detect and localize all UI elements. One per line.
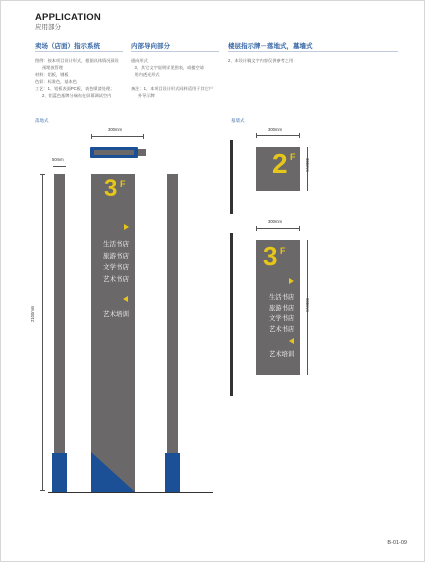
wall-section (230, 140, 233, 214)
large-floor-suffix: F (280, 246, 286, 256)
dimension-tick (143, 134, 144, 139)
ground-line (48, 492, 213, 493)
section-heading-interior: 内部导向部分 (131, 43, 170, 50)
page-number: B-01-09 (387, 540, 407, 546)
directory-item: 艺术书店 (103, 275, 129, 283)
dimension-tick (299, 133, 300, 138)
plan-view-post (138, 149, 146, 156)
dimension-tick (256, 226, 257, 231)
side-post-base-left (52, 453, 67, 492)
section-divider (228, 51, 398, 52)
dimension-line (53, 166, 66, 167)
notes-store: 图例：按本项目设计形式，根据具体情况预设 预埋放管理 材料：铝板，钢板 色彩：标准色，基本色 工艺：1、铝板表面PC板，表色喷漆处理； 2、铝蓝色基牌分端布在屏幕调试空内 (35, 58, 119, 98)
main-sign-base (91, 452, 135, 492)
large-directory-extra: 艺术培训 (269, 351, 295, 358)
wall-section (230, 233, 233, 396)
directory-item: 文学书店 (269, 315, 295, 322)
arrow-right-icon (289, 278, 294, 284)
dimension-tick (91, 134, 92, 139)
side-post-right (167, 174, 178, 454)
directory-item: 艺术书店 (269, 325, 295, 333)
dimension-line (256, 135, 300, 136)
notes-floor-sign: 2、本设计稿文字内容仅供参考之用 (228, 58, 294, 63)
directory-item: 生活书店 (269, 294, 295, 301)
page-subtitle: 应用部分 (35, 24, 61, 31)
label-floor-standing: 落地式 (35, 118, 49, 123)
notes-interior: 通向形式 3、其它文字说明详见图表，或楼空请 用内透光形式 备注：1、本项目设计形式同样适用于其它户 外导示牌 (131, 58, 213, 98)
dimension-large-width: 300mm (268, 219, 282, 224)
dimension-small-width: 300mm (268, 127, 282, 132)
dimension-line (256, 228, 300, 229)
floor-number: 3 (104, 175, 118, 202)
side-post-base-right (165, 453, 180, 492)
main-sign-panel (91, 174, 135, 492)
dimension-total-height: 2100mm (30, 305, 35, 322)
dimension-tick (40, 490, 45, 491)
directory-item: 生活书店 (103, 241, 129, 248)
arrow-left-icon (289, 338, 294, 344)
section-divider (35, 51, 123, 52)
large-directory-list (269, 293, 294, 335)
small-floor-number: 2 (272, 148, 288, 179)
floor-suffix: F (120, 179, 126, 189)
plan-view-panel (94, 150, 134, 155)
dimension-small-height: 300mm (305, 158, 310, 172)
arrow-right-icon (124, 224, 129, 230)
large-floor-number: 3 (263, 241, 278, 271)
dimension-tick (299, 226, 300, 231)
dimension-post-width: 50mm (52, 157, 64, 162)
dimension-line (91, 136, 144, 137)
section-heading-store: 卖场（店面）指示系统 (35, 43, 100, 50)
side-post-left (54, 174, 65, 454)
section-heading-floor-sign: 楼层指示牌－落地式，墓墙式 (228, 43, 313, 50)
directory-extra: 艺术培训 (103, 311, 129, 318)
directory-list (103, 239, 129, 285)
dimension-line (42, 174, 43, 490)
dimension-top-width: 300mm (108, 127, 122, 132)
directory-item: 文学书店 (103, 264, 129, 271)
directory-item: 旅游书店 (103, 252, 129, 260)
section-divider (131, 51, 219, 52)
dimension-tick (256, 133, 257, 138)
arrow-left-icon (123, 296, 128, 302)
dimension-large-height: 900mm (305, 298, 310, 312)
dimension-tick (40, 174, 45, 175)
small-floor-suffix: F (290, 152, 296, 162)
page-title: APPLICATION (35, 12, 101, 23)
directory-item: 旅游书店 (269, 304, 295, 312)
label-wall-mounted: 墓墙式 (231, 118, 245, 123)
